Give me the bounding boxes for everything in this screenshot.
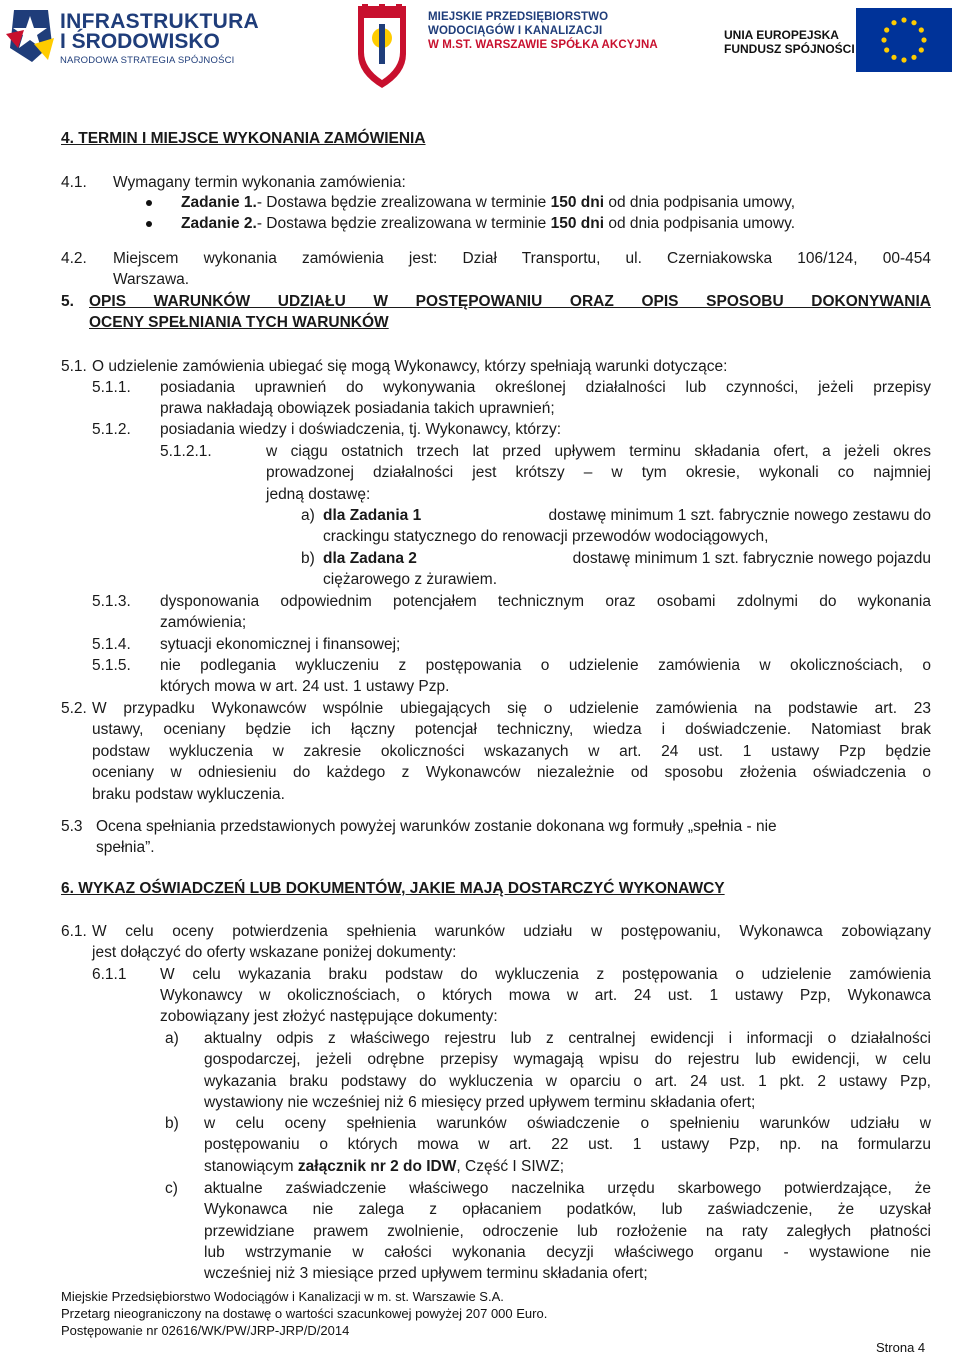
zadanie-1-line: Zadanie 1.- Dostawa będzie zrealizowana w terminie 150 dni od dnia podpisania umowy, [181,194,796,211]
doc-b-label: b) [165,1115,179,1132]
p41-text: Wymagany termin wykonania zamówienia: [113,174,406,191]
p52-line-1: W przypadku Wykonawców wspólnie ubiegających się o udzielenie zamówienia na podstawie art. 23 [92,700,931,717]
section-4-heading: 4. TERMIN I MIEJSCE WYKONANIA ZAMÓWIENIA [61,130,426,147]
item-a-line-1: dla Zadania 1 dostawę minimum 1 szt. fabrycznie nowego zestawu do [323,507,931,524]
logo-line-1: INFRASTRUKTURA [60,10,260,33]
p53-line-2: spełnia”. [96,839,155,856]
item-a-line-2: crackingu statycznego do renowacji przewodów wodociągowych, [323,528,769,545]
section-5-heading-line-2: OCENY SPEŁNIANIA TYCH WARUNKÓW [89,314,389,331]
crest-icon [352,4,412,90]
p52-line-3: podstaw wykluczenia w zakresie okoliczności wskazanych w art. 24 ust. 1 ustawy Pzp będzie [92,743,931,760]
star-logo-icon [4,4,56,66]
p515-num: 5.1.5. [92,657,131,674]
item-b-label: b) [301,550,315,567]
eu-line-1: UNIA EUROPEJSKA [724,28,839,42]
p511-num: 5.1.1. [92,379,131,396]
p515-line-2: których mowa w art. 24 ust. 1 ustawy Pzp. [160,678,450,695]
p5121-num: 5.1.2.1. [160,443,212,460]
p52-line-5: braku podstaw wykluczenia. [92,786,285,803]
p515-line-1: nie podlegania wykluczeniu z postępowania o udzielenie zamówienia w okolicznościach, o [160,657,931,674]
p5121-line-2: prowadzonej działalności jest krótszy – w tym okresie, wykonali co najmniej [266,464,931,481]
p52-line-2: ustawy, oceniany będzie ich łączny potencjał techniczny, wiedza i doświadczenie. Natomiast brak [92,721,931,738]
bullet-icon [146,200,152,206]
eu-flag-icon [856,8,952,72]
p611-line-2: Wykonawcy w okolicznościach, o których mowa w art. 24 ust. 1 ustawy Pzp, Wykonawca [160,987,931,1004]
p51-text: O udzielenie zamówienia ubiegać się mogą Wykonawcy, którzy spełniają warunki dotyczące: [92,358,728,375]
doc-c-label: c) [165,1180,178,1197]
p53-num: 5.3 [61,818,83,835]
doc-b-line-1: w celu oceny spełnienia warunków oświadczenie o spełnieniu warunków udziału w [204,1115,931,1132]
doc-a-line-1: aktualny odpis z właściwego rejestru lub z centralnej ewidencji i informacji o działalności [204,1030,931,1047]
mpwik-line-1: MIEJSKIE PRZEDSIĘBIORSTWO [428,11,609,23]
p511-line-1: posiadania uprawnień do wykonywania określonej działalności lub czynności, jeżeli przepisy [160,379,931,396]
p51-num: 5.1. [61,358,87,375]
p61-line-2: jest dołączyć do oferty wskazane poniżej dokumenty: [92,944,457,961]
doc-b-line-2: postępowaniu o których mowa w art. 22 ust. 1 ustawy Pzp, np. na formularzu [204,1136,931,1153]
p513-line-1: dysponowania odpowiednim potencjałem technicznym oraz osobami zdolnymi do wykonania [160,593,931,610]
section-5-heading-line-1: OPIS WARUNKÓW UDZIAŁU W POSTĘPOWANIU ORAZ OPIS SPOSOBU DOKONYWANIA [89,293,931,310]
p514-num: 5.1.4. [92,636,131,653]
logo-line-2: I ŚRODOWISKO [60,30,220,53]
doc-a-line-3: wykazania braku podstawy do wykluczenia w oparciu o art. 24 ust. 1 pkt. 2 ustawy Pzp, [204,1073,931,1090]
item-a-label: a) [301,507,315,524]
section-5-num: 5. [61,293,74,310]
p5121-line-1: w ciągu ostatnich trzech lat przed upływem terminu składania ofert, a jeżeli okres [266,443,931,460]
p611-num: 6.1.1 [92,966,127,983]
footer-line-3: Postępowanie nr 02616/WK/PW/JRP-JRP/D/2014 [61,1323,350,1338]
page-footer [61,1288,547,1339]
doc-c-line-3: przewidziane prawem zwolnienie, odroczenie lub rozłożenie na raty zaległych płatności [204,1223,931,1240]
eu-text [724,28,855,56]
mpwik-line-3: W M.ST. WARSZAWIE SPÓŁKA AKCYJNA [428,39,658,51]
p52-line-4: oceniany w odniesieniu do każdego z Wykonawców niezależnie od sposobu złożenia oświadczenia o [92,764,931,781]
p512-num: 5.1.2. [92,421,131,438]
page-header [0,0,960,100]
p61-num: 6.1. [61,923,87,940]
p611-line-3: zobowiązany jest złożyć następujące dokumenty: [160,1008,498,1025]
doc-a-line-4: wystawiony nie wcześniej niż 6 miesięcy przed upływem terminu składania ofert; [204,1094,756,1111]
p513-num: 5.1.3. [92,593,131,610]
doc-c-line-2: Wykonawca nie zalega z opłacaniem podatków, lub zaświadczenie, że uzyskał [204,1201,931,1218]
p511-line-2: prawa nakładają obowiązek posiadania takich uprawnień; [160,400,555,417]
mpwik-crest-logo [352,4,412,90]
doc-c-line-5: wcześniej niż 3 miesiące przed upływem terminu składania ofert; [204,1265,648,1282]
p514-text: sytuacji ekonomicznej i finansowej; [160,636,401,653]
doc-a-label: a) [165,1030,179,1047]
doc-c-line-1: aktualne zaświadczenie właściwego naczelnika urzędu skarbowego potwierdzające, że [204,1180,931,1197]
p42-line-2: Warszawa. [113,271,190,288]
item-b-line-1: dla Zadana 2 dostawę minimum 1 szt. fabrycznie nowego pojazdu [323,550,931,567]
footer-line-1: Miejskie Przedsiębiorstwo Wodociągów i Kanalizacji w m. st. Warszawie S.A. [61,1289,504,1304]
zadanie-2-line: Zadanie 2.- Dostawa będzie zrealizowana w terminie 150 dni od dnia podpisania umowy. [181,215,796,232]
infrastruktura-logo [4,4,304,68]
p61-line-1: W celu oceny potwierdzenia spełnienia warunków udziału w postępowaniu, Wykonawca zobowiązany [92,923,931,940]
item-b-line-2: ciężarowego z żurawiem. [323,571,498,588]
mpwik-name-block [428,10,658,52]
doc-b-line-3: stanowiącym załącznik nr 2 do IDW, Część I SIWZ; [204,1158,565,1175]
footer-line-2: Przetarg nieograniczony na dostawę o wartości szacunkowej powyżej 207 000 Euro. [61,1306,548,1321]
doc-a-line-2: gospodarczej, jeżeli odrębne przepisy wymagają wpisu do rejestru lub ewidencji, w celu [204,1051,931,1068]
doc-c-line-4: lub wstrzymanie w całości wykonania decyzji właściwego organu - wystawione nie [204,1244,931,1261]
eu-line-2: FUNDUSZ SPÓJNOŚCI [724,42,855,56]
section-6-heading: 6. WYKAZ OŚWIADCZEŃ LUB DOKUMENTÓW, JAKIE MAJĄ DOSTARCZYĆ WYKONAWCY [61,880,725,897]
p512-text: posiadania wiedzy i doświadczenia, tj. Wykonawcy, którzy: [160,421,562,438]
page-number: Strona 4 [876,1340,926,1355]
p53-line-1: Ocena spełniania przedstawionych powyżej warunków zostanie dokonana wg formuły „spełnia - nie [96,818,777,835]
logo-line-3: NARODOWA STRATEGIA SPÓJNOŚCI [60,55,235,66]
bullet-icon [146,221,152,227]
p5121-line-3: jedną dostawę: [266,486,371,503]
p513-line-2: zamówienia; [160,614,247,631]
mpwik-line-2: WODOCIĄGÓW I KANALIZACJI [428,25,603,37]
p611-line-1: W celu wykazania braku podstaw do wykluczenia z postępowania o udzielenie zamówienia [160,966,931,983]
p42-num: 4.2. [61,250,87,267]
p52-num: 5.2. [61,700,87,717]
p41-num: 4.1. [61,174,87,191]
p42-line-1: Miejscem wykonania zamówienia jest: Dział Transportu, ul. Czerniakowska 106/124, 00-454 [113,250,931,267]
